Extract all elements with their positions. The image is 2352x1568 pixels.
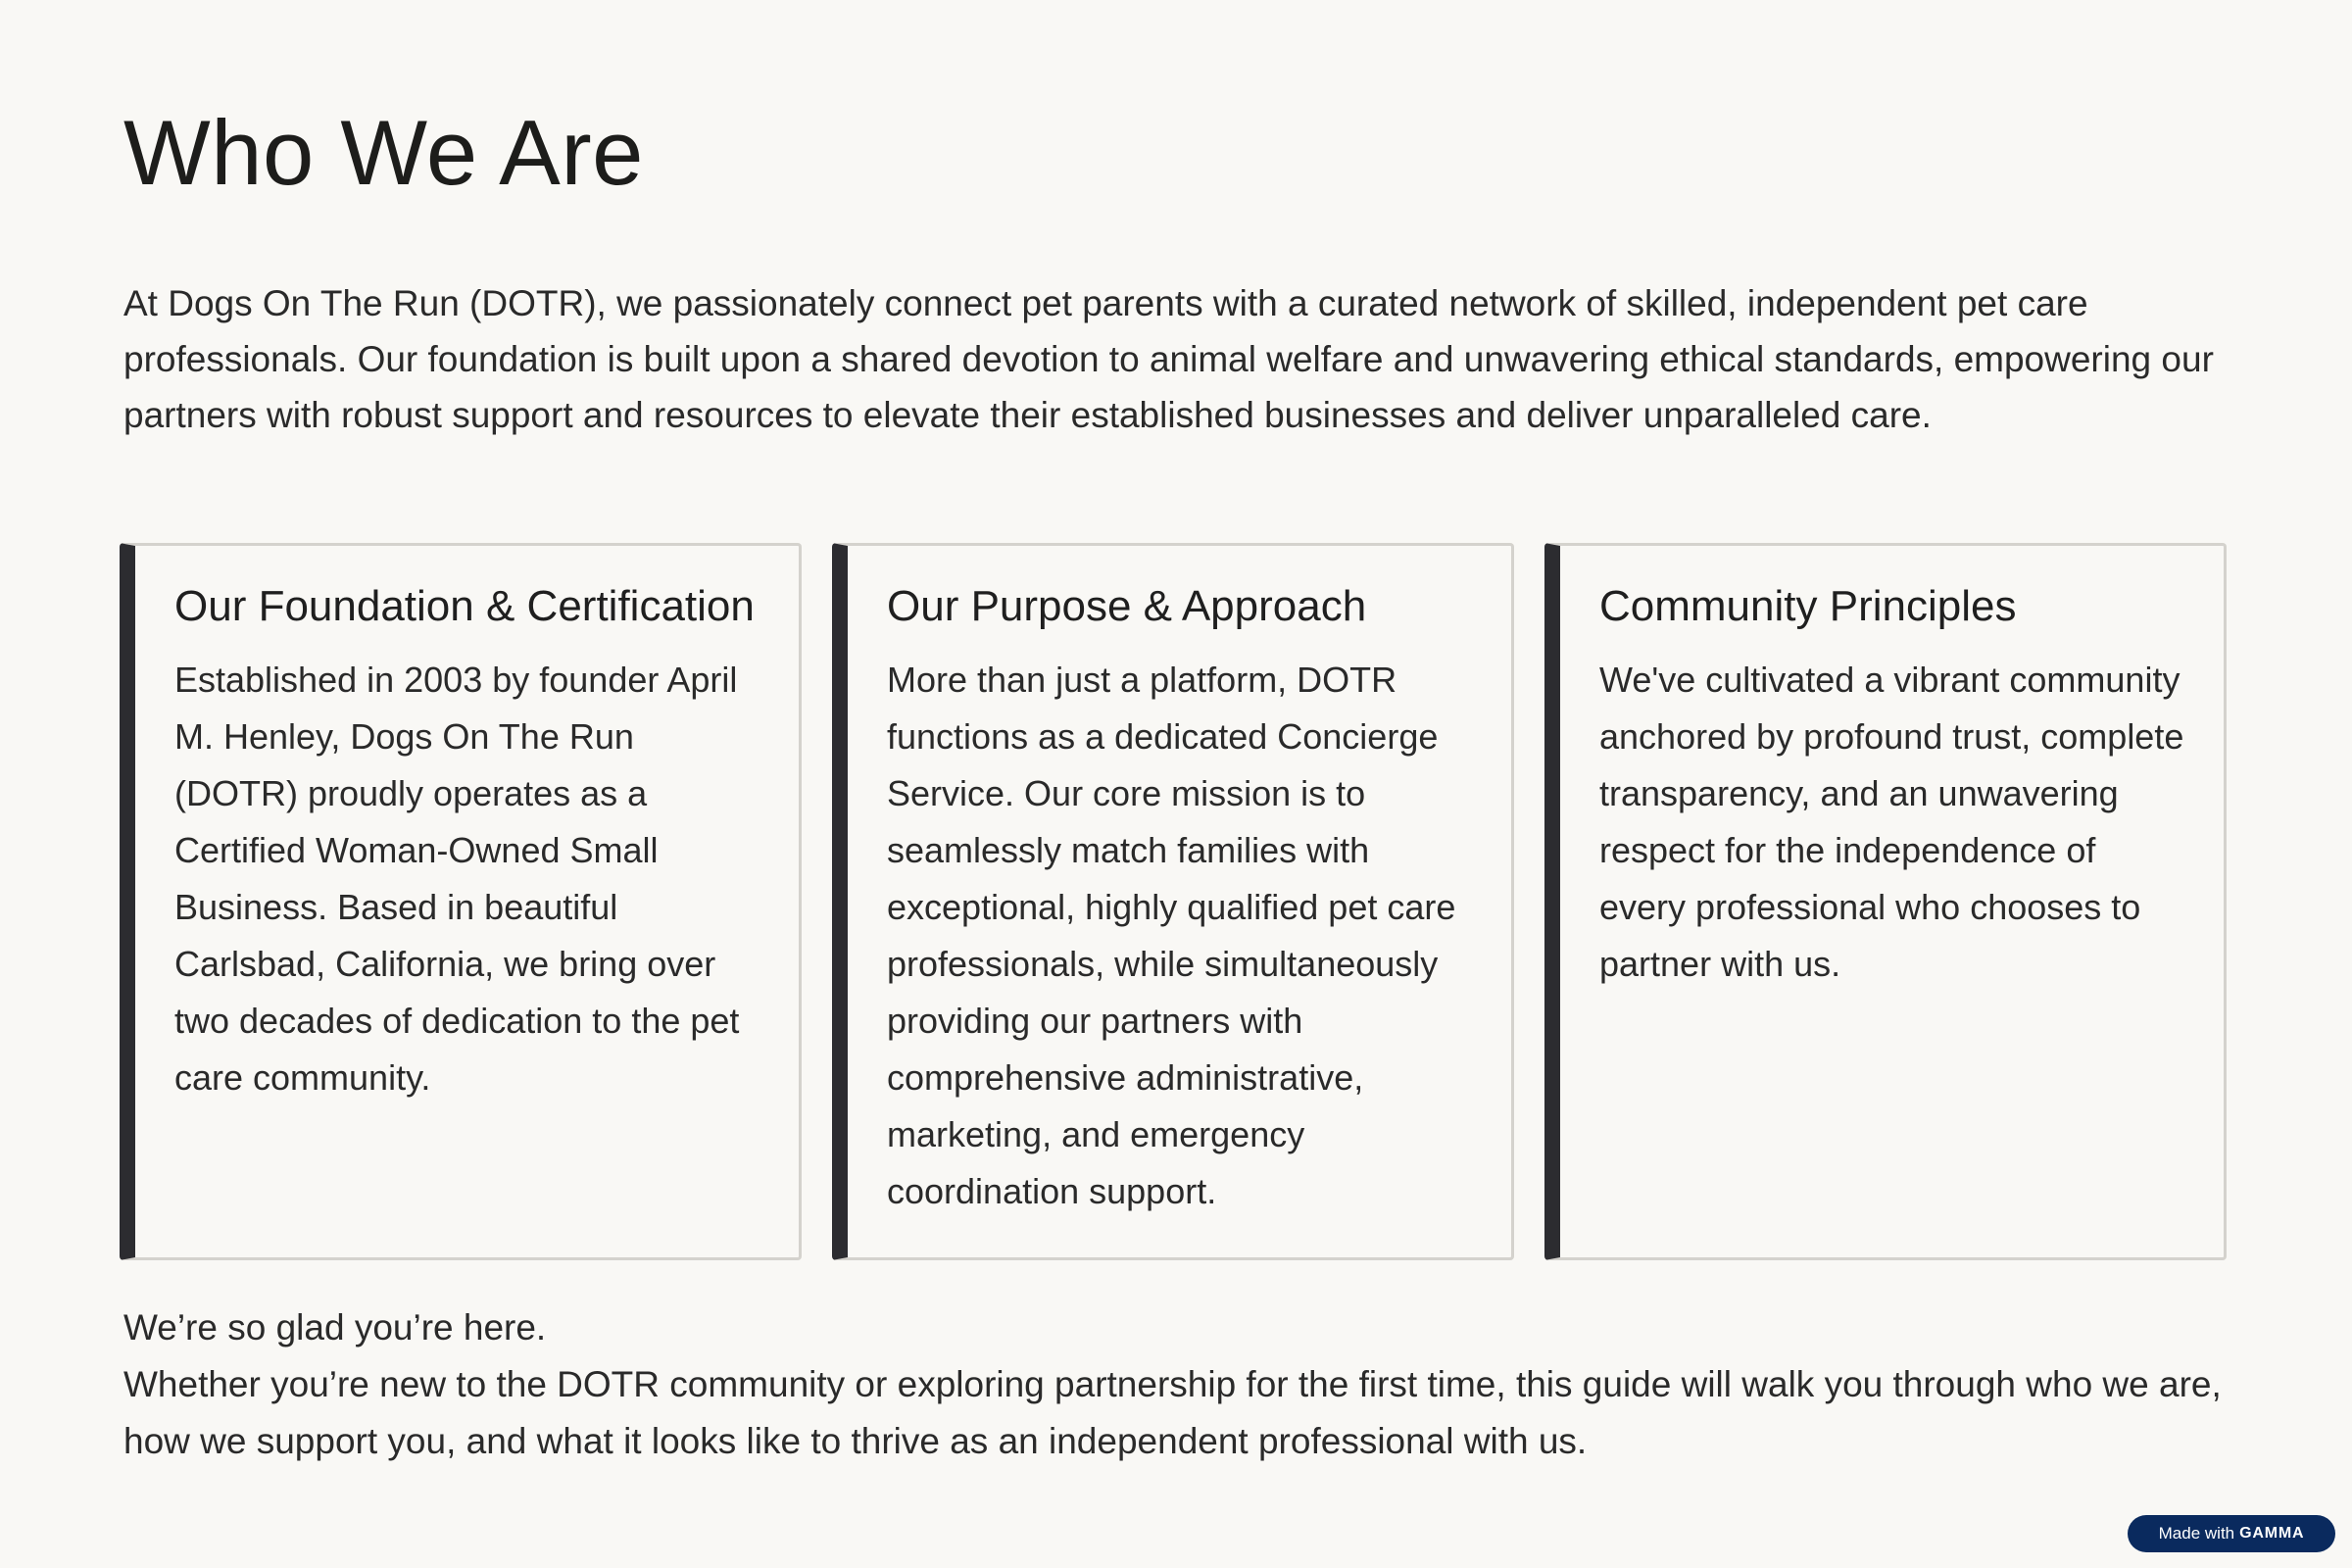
- made-with-gamma-badge[interactable]: [2128, 1515, 2335, 1552]
- card-community: [1544, 543, 2227, 1260]
- page: [123, 0, 2229, 1568]
- page-title: Who We Are: [123, 101, 644, 204]
- gamma-logo: GAMMA: [2239, 1525, 2305, 1542]
- card-heading: Community Principles: [1599, 582, 2017, 630]
- card-heading: Our Foundation & Certification: [174, 582, 755, 630]
- cards-row: [120, 543, 2227, 1260]
- closing-description: Whether you’re new to the DOTR community or exploring partnership for the first time, this guide will walk you through who we are, how we support you, and what it looks like to thrive as an independent professional with us.: [123, 1364, 2222, 1461]
- intro-paragraph: At Dogs On The Run (DOTR), we passionately connect pet parents with a curated network of skilled, independent pet care professionals. Our foundation is built upon a shared devotion to animal welfare and unwavering ethical standards, empowering our partners with robust support and resources to elevate their established businesses and deliver unparalleled care.: [123, 283, 2214, 435]
- card-text: More than just a platform, DOTR functions as a dedicated Concierge Service. Our core mission is to seamlessly match families with exceptional, highly qualified pet care professionals, while simultaneously providing our partners with comprehensive administrative, marketing, and emergency coordination support.: [887, 660, 1456, 1211]
- card-purpose: [832, 543, 1514, 1260]
- card-text: Established in 2003 by founder April M. Henley, Dogs On The Run (DOTR) proudly operates as a Certified Woman-Owned Small Business. Based in beautiful Carlsbad, California, we bring over two decades of dedication to the pet care community.: [174, 660, 740, 1098]
- card-text: We've cultivated a vibrant community anchored by profound trust, complete transparency, and an unwavering respect for the independence of every professional who chooses to partner with us.: [1599, 660, 2184, 984]
- card-foundation: [120, 543, 802, 1260]
- badge-prefix: Made with: [2158, 1524, 2235, 1543]
- closing-paragraph: [123, 1299, 2240, 1470]
- closing-greeting: We’re so glad you’re here.: [123, 1307, 547, 1348]
- card-heading: Our Purpose & Approach: [887, 582, 1367, 630]
